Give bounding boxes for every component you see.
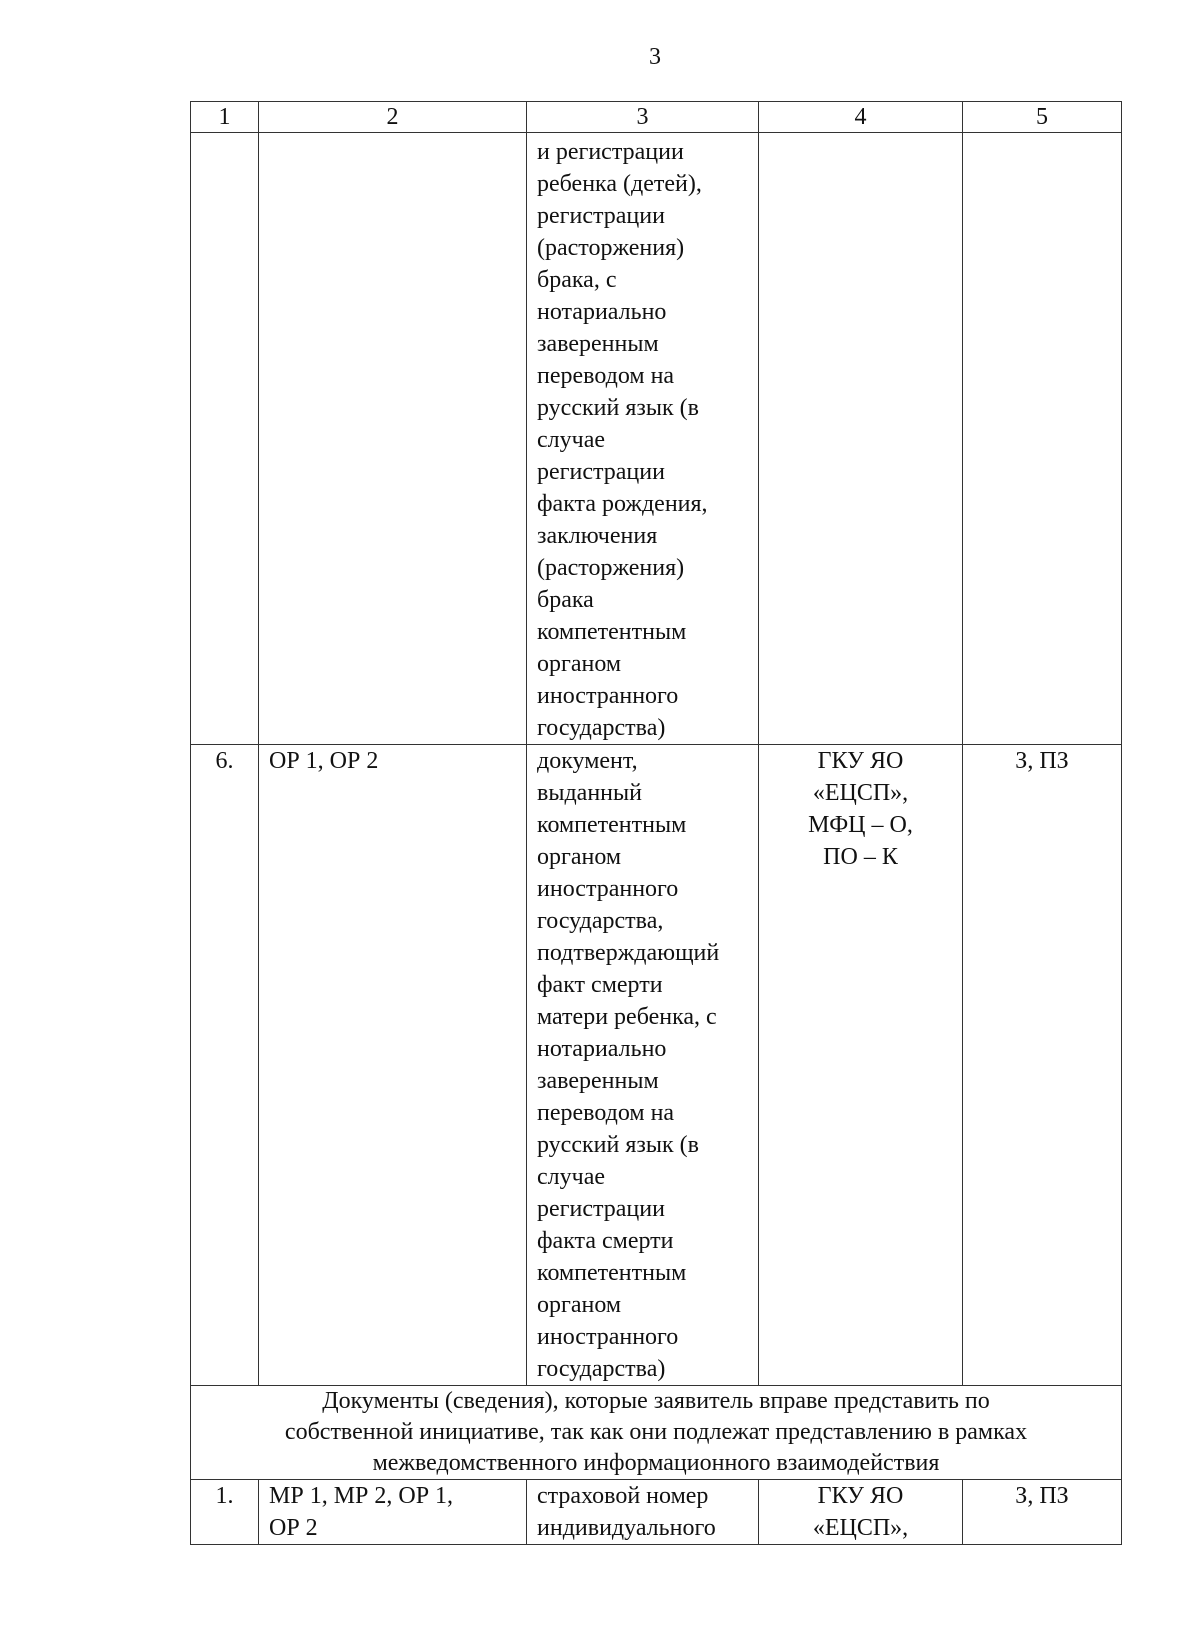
cell-document-description: документ, выданный компетентным органом иностранного государства, подтверждающий факт смерти матери ребенка, с нотариально заверенным переводом на русский язык (в случае регистрации факта смерти компетентным органом иностранного государства) (527, 745, 759, 1386)
column-number-2: 2 (259, 102, 527, 133)
cell-submission-method: З, ПЗ (963, 1480, 1122, 1545)
row-number: 1. (191, 1480, 259, 1545)
cell-submission-method: З, ПЗ (963, 745, 1122, 1386)
column-number-1: 1 (191, 102, 259, 133)
page-number: 3 (649, 44, 661, 70)
column-number-4: 4 (759, 102, 963, 133)
table-header-row (191, 102, 1122, 133)
cell-num (191, 133, 259, 745)
cell-col4 (759, 133, 963, 745)
cell-applicant-category: ОР 1, ОР 2 (259, 745, 527, 1386)
cell-document-description: страховой номер индивидуального (527, 1480, 759, 1545)
table-row-6 (191, 745, 1122, 1386)
cell-col2 (259, 133, 527, 745)
cell-col3-document-description: и регистрации ребенка (детей), регистрации (расторжения) брака, с нотариально заверенным переводом на русский язык (в случае регистрации факта рождения, заключения (расторжения) брака компетентным органом иностранного государства) (527, 133, 759, 745)
column-number-5: 5 (963, 102, 1122, 133)
section-heading-row (191, 1386, 1122, 1480)
column-number-3: 3 (527, 102, 759, 133)
cell-submission-place: ГКУ ЯО «ЕЦСП», (759, 1480, 963, 1545)
table-row-1 (191, 1480, 1122, 1545)
section-heading: Документы (сведения), которые заявитель вправе представить по собственной инициативе, так как они подлежат представлению в рамках межведомственного информационного взаимодействия (191, 1386, 1122, 1480)
documents-table (190, 101, 1122, 1545)
cell-submission-place: ГКУ ЯО «ЕЦСП», МФЦ – О, ПО – К (759, 745, 963, 1386)
cell-applicant-category: МР 1, МР 2, ОР 1, ОР 2 (259, 1480, 527, 1545)
cell-col5 (963, 133, 1122, 745)
table-row-continuation (191, 133, 1122, 745)
row-number: 6. (191, 745, 259, 1386)
